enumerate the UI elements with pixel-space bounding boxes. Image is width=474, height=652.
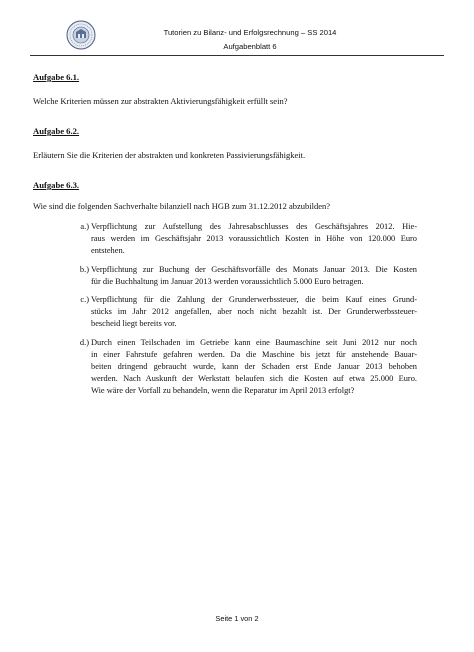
header-subtitle: Aufgabenblatt 6 [223,42,277,51]
list-item-line: werden. Nach Auskunft der Werkstatt belaufen sich die Kosten auf etwa 25.000 Euro. [91,374,417,383]
task-question-6-2: Erläutern Sie die Kriterien der abstrakten und konkreten Passivierungsfähigkeit. [33,150,306,160]
list-item-line: bescheid liegt bereits vor. [91,319,177,328]
list-item-body [91,221,417,257]
task-heading-6-3: Aufgabe 6.3. [33,180,80,190]
task-question-6-3: Wie sind die folgenden Sachverhalte bilanziell nach HGB zum 31.12.2012 abzubilden? [33,201,331,211]
list-item-line: Wie wäre der Vorfall zu behandeln, wenn die Reparatur im April 2013 erfolgt? [91,386,355,395]
task-heading-6-1: Aufgabe 6.1. [33,72,80,82]
list-item-line: Durch einen Teilschaden im Getriebe kann eine Baumaschine seit Juni 2012 nur noch [91,338,417,347]
list-item-line: Verpflichtung zur Buchung der Geschäftsvorfälle des Monats Januar 2013. Die Kosten [91,265,417,274]
header-title: Tutorien zu Bilanz- und Erfolgsrechnung – SS 2014 [163,28,337,37]
university-seal-icon [66,20,96,50]
list-item-line: beiten dringend gebraucht wurde, kann der Schaden erst Ende Januar 2013 behoben [91,362,417,371]
task-question-6-1: Welche Kriterien müssen zur abstrakten Aktivierungsfähigkeit erfüllt sein? [33,96,288,106]
task-heading-6-2: Aufgabe 6.2. [33,126,80,136]
list-item-line: Verpflichtung zur Aufstellung des Jahresabschlusses des Geschäftsjahres 2012. Hie- [91,222,417,231]
list-item-body [91,264,417,288]
list-item-line: entstehen. [91,246,125,255]
page-number: Seite 1 von 2 [215,614,259,623]
list-item-label: c.) [80,295,89,304]
list-item-label: b.) [79,265,89,274]
header-divider [30,55,444,56]
list-item-line: für die Buchhaltung im Januar 2013 werden voraussichtlich 5.000 Euro betragen. [91,277,364,286]
list-item-body [91,337,417,397]
list-item-line: in einer Fahrstufe gefahren werden. Da die Maschine bis jetzt für anstehende Bauar- [91,350,417,359]
list-item-line: Verpflichtung für die Zahlung der Grunderwerbssteuer, die beim Kauf eines Grund- [91,295,417,304]
list-item-label: a.) [80,222,89,231]
list-item-body [91,294,417,330]
list-item-label: d.) [79,338,89,347]
list-item-line: stücks im Jahr 2012 angefallen, aber noch nicht bezahlt ist. Der Grunderwerbssteuer- [91,307,417,316]
list-item-line: raus werden im Geschäftsjahr 2013 voraussichtlich Kosten in Höhe von 120.000 Euro [91,234,417,243]
